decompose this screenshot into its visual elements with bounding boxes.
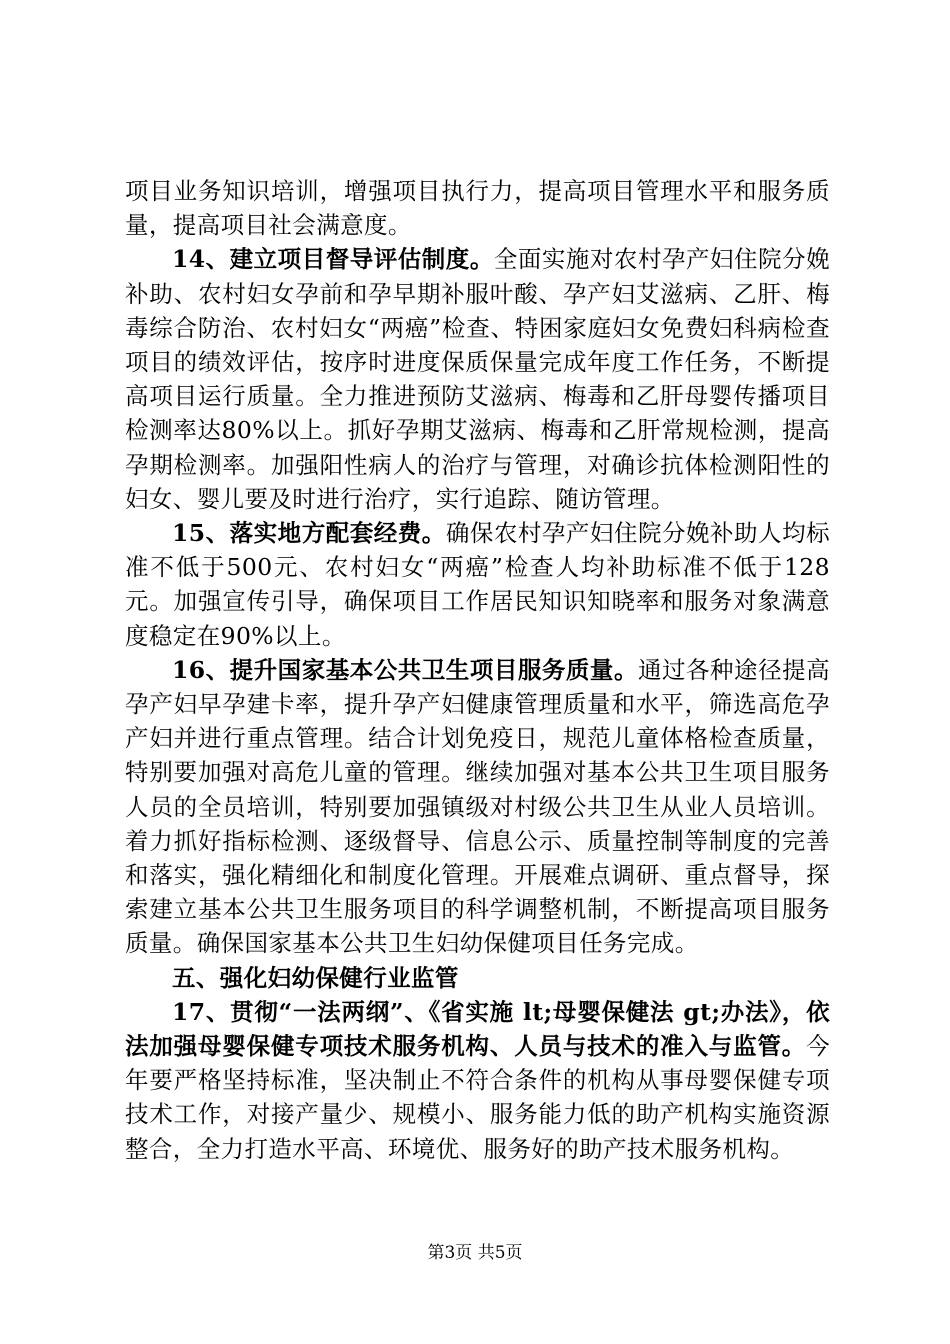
item-14-title: 14、建立项目督导评估制度。 — [172, 245, 494, 274]
item-16-title: 16、提升国家基本公共卫生项目服务质量。 — [172, 655, 638, 684]
paragraph-item-14 — [125, 242, 830, 516]
paragraph-item-17 — [125, 995, 830, 1166]
paragraph-intro — [125, 174, 830, 242]
item-15-title: 15、落实地方配套经费。 — [172, 519, 446, 548]
document-body — [125, 174, 830, 1166]
item-15-body: 确保农村孕产妇住院分娩补助人均标准不低于500元、农村妇女“两癌”检查人均补助标准不低于128元。加强宣传引导，确保项目工作居民知识知晓率和服务对象满意度稳定在90%以上。 — [125, 519, 830, 650]
page-number-label: 第3页 共5页 — [427, 1243, 523, 1263]
item-17-title: 17、贯彻“一法两纲”、《省实施 lt;母婴保健法 gt;办法》，依法加强母婴保健专项技术服务机构、人员与技术的准入与监管。 — [125, 997, 830, 1061]
paragraph-item-16 — [125, 653, 830, 961]
item-17-body: 今年要严格坚持标准，坚决制止不符合条件的机构从事母婴保健专项技术工作，对接产量少、规模小、服务能力低的助产机构实施资源整合，全力打造水平高、环境优、服务好的助产技术服务机构。 — [125, 1032, 830, 1163]
paragraph-item-15 — [125, 516, 830, 653]
item-14-body: 全面实施对农村孕产妇住院分娩补助、农村妇女孕前和孕早期补服叶酸、孕产妇艾滋病、乙肝、梅毒综合防治、农村妇女“两癌”检查、特困家庭妇女免费妇科病检查项目的绩效评估，按序时进度保质保量完成年度工作任务，不断提高项目运行质量。全力推进预防艾滋病、梅毒和乙肝母婴传播项目检测率达80%以上。抓好孕期艾滋病、梅毒和乙肝常规检测，提高孕期检测率。加强阳性病人的治疗与管理，对确诊抗体检测阳性的妇女、婴儿要及时进行治疗，实行追踪、随访管理。 — [125, 245, 830, 513]
section-5-heading: 五、强化妇幼保健行业监管 — [172, 963, 459, 992]
paragraph-intro-text: 项目业务知识培训，增强项目执行力，提高项目管理水平和服务质量，提高项目社会满意度。 — [125, 177, 830, 240]
item-16-body: 通过各种途径提高孕产妇早孕建卡率，提升孕产妇健康管理质量和水平，筛选高危孕产妇并进行重点管理。结合计划免疫日，规范儿童体格检查质量，特别要加强对高危儿童的管理。继续加强对基本公共卫生项目服务人员的全员培训，特别要加强镇级对村级公共卫生从业人员培训。着力抓好指标检测、逐级督导、信息公示、质量控制等制度的完善和落实，强化精细化和制度化管理。开展难点调研、重点督导，探索建立基本公共卫生服务项目的科学调整机制，不断提高项目服务质量。确保国家基本公共卫生妇幼保健项目任务完成。 — [125, 655, 831, 958]
page-footer — [0, 1242, 950, 1264]
